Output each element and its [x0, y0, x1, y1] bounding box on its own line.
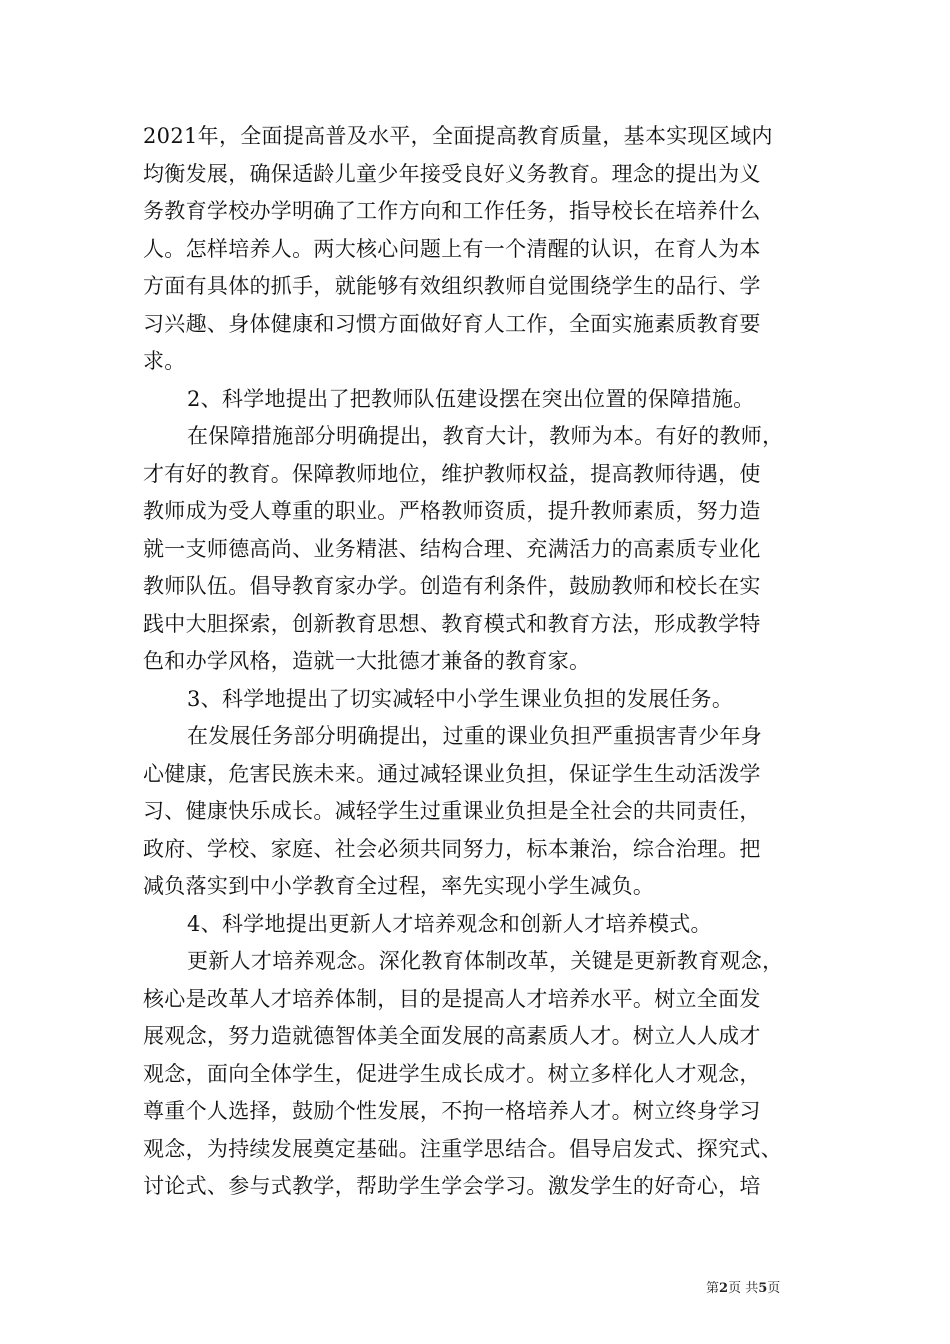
text-line: 习兴趣、身体健康和习惯方面做好育人工作，全面实施素质教育要: [143, 311, 761, 336]
text-line: 更新人才培养观念。深化教育体制改革，关键是更新教育观念，: [187, 949, 784, 973]
text-line: 减负落实到中小学教育全过程，率先实现小学生减负。: [143, 874, 655, 898]
text-line: 讨论式、参与式教学，帮助学生学会学习。激发学生的好奇心，培: [143, 1174, 761, 1198]
section-heading: 3、科学地提出了切实减轻中小学生课业负担的发展任务。: [187, 686, 734, 711]
text-line: 心健康，危害民族未来。通过减轻课业负担，保证学生生动活泼学: [143, 761, 761, 786]
text-line: 教师队伍。倡导教育家办学。创造有利条件，鼓励教师和校长在实: [143, 574, 761, 598]
text-line: 核心是改革人才培养体制，目的是提高人才培养水平。树立全面发: [143, 986, 761, 1011]
page-number-footer: [706, 1277, 780, 1296]
section-heading: 4、科学地提出更新人才培养观念和创新人才培养模式。: [187, 911, 712, 936]
text-line: 方面有具体的抓手，就能够有效组织教师自觉围绕学生的品行、学: [143, 274, 761, 298]
text-line: 教师成为受人尊重的职业。严格教师资质，提升教师素质，努力造: [143, 499, 761, 523]
text-line: 人。怎样培养人。两大核心问题上有一个清醒的认识，在育人为本: [143, 236, 761, 261]
text-line: 习、健康快乐成长。减轻学生过重课业负担是全社会的共同责任，: [143, 799, 761, 823]
text-line: 观念，为持续发展奠定基础。注重学思结合。倡导启发式、探究式、: [143, 1136, 782, 1161]
text-line: 均衡发展，确保适龄儿童少年接受良好义务教育。理念的提出为义: [143, 161, 761, 186]
text-line: 观念，面向全体学生，促进学生成长成才。树立多样化人才观念，: [143, 1061, 761, 1086]
text-line: 政府、学校、家庭、社会必须共同努力，标本兼治，综合治理。把: [143, 836, 761, 861]
text-line: 务教育学校办学明确了工作方向和工作任务，指导校长在培养什么: [143, 199, 761, 223]
text-line: 践中大胆探索，创新教育思想、教育模式和教育方法，形成教学特: [143, 611, 761, 636]
text-line: 展观念，努力造就德智体美全面发展的高素质人才。树立人人成才: [143, 1024, 761, 1048]
footer-prefix: 第: [706, 1281, 720, 1296]
text-line: 就一支师德高尚、业务精湛、结构合理、充满活力的高素质专业化: [143, 536, 761, 561]
footer-suffix: 页: [767, 1281, 781, 1296]
footer-middle: 页 共: [728, 1281, 759, 1296]
text-line: 2021年，全面提高普及水平，全面提高教育质量，基本实现区域内: [143, 124, 773, 148]
text-line: 才有好的教育。保障教师地位，维护教师权益，提高教师待遇，使: [143, 461, 761, 486]
text-line: 求。: [143, 349, 186, 373]
section-heading: 2、科学地提出了把教师队伍建设摆在突出位置的保障措施。: [187, 386, 755, 411]
text-line: 尊重个人选择，鼓励个性发展，不拘一格培养人才。树立终身学习: [143, 1099, 761, 1123]
text-line: 在保障措施部分明确提出，教育大计，教师为本。有好的教师，: [187, 424, 784, 448]
text-line: 在发展任务部分明确提出，过重的课业负担严重损害青少年身: [187, 724, 763, 748]
text-line: 色和办学风格，造就一大批德才兼备的教育家。: [143, 649, 591, 673]
document-body: [143, 118, 813, 1206]
total-pages-number: 5: [758, 1281, 768, 1296]
current-page-number: 2: [719, 1281, 729, 1296]
